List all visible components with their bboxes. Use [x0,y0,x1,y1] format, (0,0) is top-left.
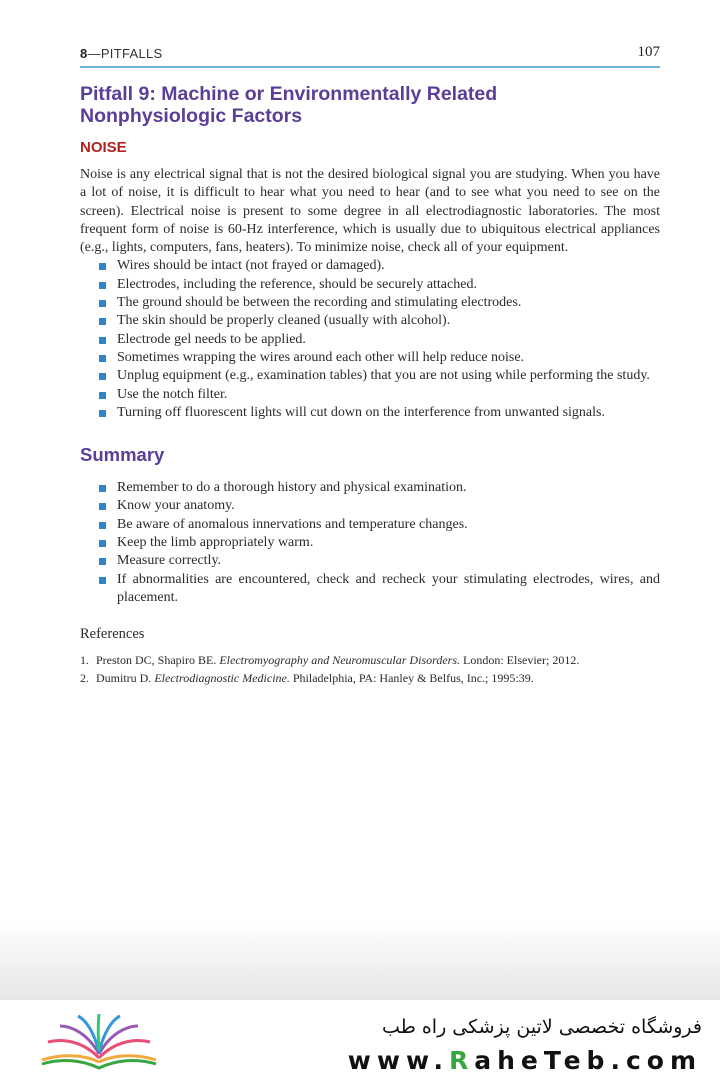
list-item: Use the notch filter. [117,386,660,404]
list-item: Measure correctly. [117,552,660,570]
summary-bullet-list [80,479,660,607]
bullet-square-icon [99,300,106,307]
running-head [80,46,162,61]
bullet-square-icon [99,558,106,565]
bullet-square-icon [99,337,106,344]
list-item: Keep the limb appropriately warm. [117,534,660,552]
page-bottom-shadow [0,920,720,1000]
bullet-square-icon [99,503,106,510]
bullet-square-icon [99,522,106,529]
chapter-number: 8 [80,46,88,61]
references-heading: References [80,626,145,643]
list-item: Know your anatomy. [117,497,660,515]
list-item: Electrodes, including the reference, should be securely attached. [117,276,660,294]
list-item: Electrode gel needs to be applied. [117,331,660,349]
list-item: Remember to do a thorough history and physical examination. [117,479,660,497]
bullet-square-icon [99,577,106,584]
list-item: The skin should be properly cleaned (usually with alcohol). [117,312,660,330]
section-title-line2: Nonphysiologic Factors [80,105,303,127]
section-title-line1: Pitfall 9: Machine or Environmentally Related [80,83,498,105]
list-item: Wires should be intact (not frayed or damaged). [117,257,660,275]
store-url-accent: R [448,1046,475,1075]
bullet-square-icon [99,373,106,380]
bullet-square-icon [99,410,106,417]
list-item: Be aware of anomalous innervations and temperature changes. [117,516,660,534]
store-footer [0,1000,720,1080]
list-item: Unplug equipment (e.g., examination tables) that you are not using while performing the study. [117,367,660,385]
list-item: The ground should be between the recording and stimulating electrodes. [117,294,660,312]
bullet-square-icon [99,282,106,289]
page-body [80,83,660,687]
references-list [80,651,660,687]
summary-heading: Summary [80,444,165,466]
reference-number: 2. [80,671,89,686]
noise-heading: NOISE [80,139,127,156]
section-title [80,83,660,127]
noise-bullet-list [80,257,660,422]
open-book-rainbow-icon [38,1014,160,1070]
list-item: Turning off fluorescent lights will cut down on the interference from unwanted signals. [117,404,660,422]
reference-item [80,669,660,687]
noise-paragraph: Noise is any electrical signal that is not the desired biological signal you are studying. When you have a lot of noise, it is difficult to hear what you need to hear (and to see what you need to see on the screen). Electrical noise is present to some degree in all electrodiagnostic laboratories. The most frequent form of noise is 60-Hz interference, which is usually due to ubiquitous electrical appliances (e.g., lights, computers, fans, heaters). To minimize noise, check all of your equipment. [80,167,660,256]
reference-text: Preston DC, Shapiro BE. Electromyography and Neuromuscular Disorders. London: Elsevier; 2012. [96,653,580,668]
bullet-square-icon [99,355,106,362]
bullet-square-icon [99,263,106,270]
bullet-square-icon [99,392,106,399]
store-url: www.RaheTeb.com [347,1046,702,1075]
reference-number: 1. [80,653,89,668]
running-header [80,44,660,68]
reference-text: Dumitru D. Electrodiagnostic Medicine. Philadelphia, PA: Hanley & Belfus, Inc.; 1995:39. [96,671,534,686]
list-item: If abnormalities are encountered, check and recheck your stimulating electrodes, wires, and placement. [117,571,660,608]
reference-title: Electromyography and Neuromuscular Disorders. [219,653,460,668]
bullet-square-icon [99,540,106,547]
store-name: فروشگاه تخصصی لاتین پزشکی راه طب [382,1016,702,1038]
bullet-square-icon [99,485,106,492]
reference-title: Electrodiagnostic Medicine. [154,671,290,686]
bullet-square-icon [99,318,106,325]
reference-item [80,651,660,669]
page-number: 107 [637,44,660,60]
list-item: Sometimes wrapping the wires around each other will help reduce noise. [117,349,660,367]
chapter-name: —PITFALLS [87,46,163,61]
